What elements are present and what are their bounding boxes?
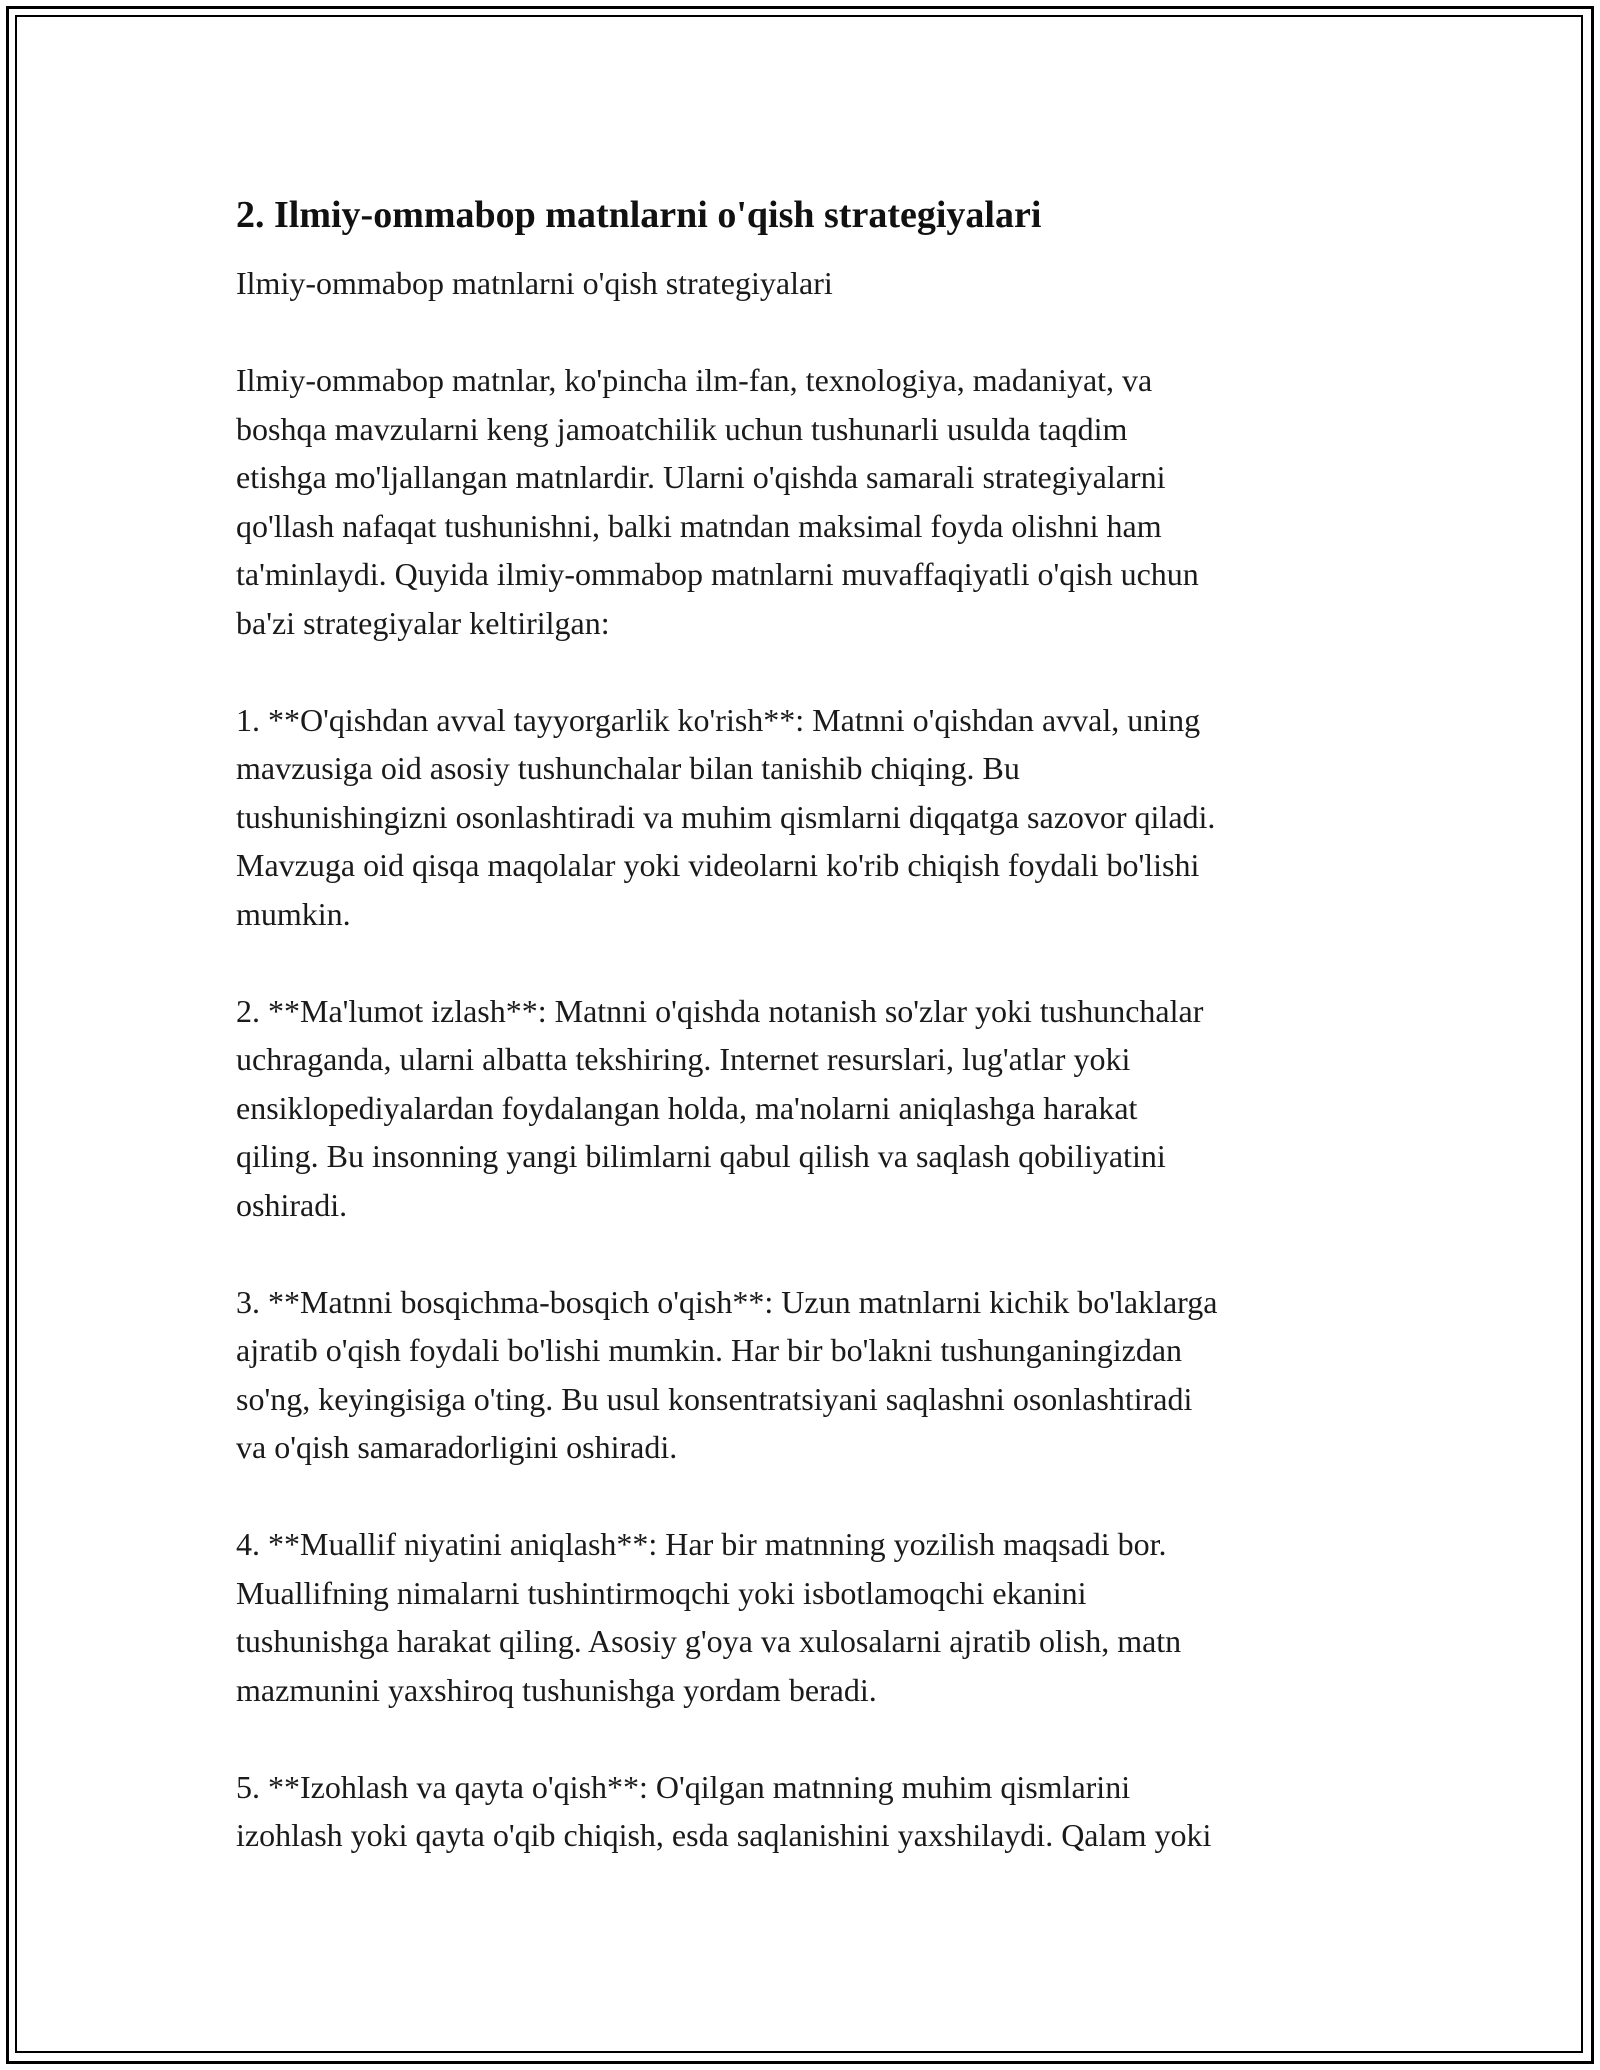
strategy-item-1: 1. **O'qishdan avval tayyorgarlik ko'rish**: Matnni o'qishdan avval, uning mavzusiga oid asosiy tushunchalar bilan tanishib chiqing. Bu tushunishingizni osonlashtiradi va muhim qismlarni diqqatga sazovor qiladi. Mavzuga oid qisqa maqolalar yoki videolarni ko'rib chiqish foydali bo'lishi mumkin. [236,701,1216,932]
intro-paragraph: Ilmiy-ommabop matnlar, ko'pincha ilm-fan, texnologiya, madaniyat, va boshqa mavzularni keng jamoatchilik uchun tushunarli usulda taqdim etishga mo'ljallangan matnlardir. Ularni o'qishda samarali strategiyalarni qo'llash nafaqat tushunishni, balki matndan maksimal foyda olishni ham ta'minlaydi. Quyida ilmiy-ommabop matnlarni muvaffaqiyatli o'qish uchun ba'zi strategiyalar keltirilgan: [236,362,1199,641]
strategy-item-2: 2. **Ma'lumot izlash**: Matnni o'qishda notanish so'zlar yoki tushunchalar uchraganda, ularni albatta tekshiring. Internet resurslari, lug'atlar yoki ensiklopediyalardan foydalangan holda, ma'nolarni aniqlashga harakat qiling. Bu insonning yangi bilimlarni qabul qilish va saqlash qobiliyatini oshiradi. [236,992,1204,1223]
subtitle-paragraph: Ilmiy-ommabop matnlarni o'qish strategiyalari [236,265,833,301]
section-heading: 2. Ilmiy-ommabop matnlarni o'qish strategiyalari [236,194,1042,236]
strategy-item-5: 5. **Izohlash va qayta o'qish**: O'qilgan matnning muhim qismlarini izohlash yoki qayta o'qib chiqish, esda saqlanishini yaxshilaydi. Qalam yoki [236,1768,1212,1853]
strategy-item-3: 3. **Matnni bosqichma-bosqich o'qish**: Uzun matnlarni kichik bo'laklarga ajratib o'qish foydali bo'lishi mumkin. Har bir bo'lakni tushunganingizdan so'ng, keyingisiga o'ting. Bu usul konsentratsiyani saqlashni osonlashtiradi va o'qish samaradorligini oshiradi. [236,1283,1218,1465]
strategy-item-4: 4. **Muallif niyatini aniqlash**: Har bir matnning yozilish maqsadi bor. Muallifning nimalarni tushintirmoqchi yoki isbotlamoqchi ekanini tushunishga harakat qiling. Asosiy g'oya va xulosalarni ajratib olish, matn mazmunini yaxshiroq tushunishga yordam beradi. [236,1526,1182,1708]
document-body [236,185,1366,1908]
